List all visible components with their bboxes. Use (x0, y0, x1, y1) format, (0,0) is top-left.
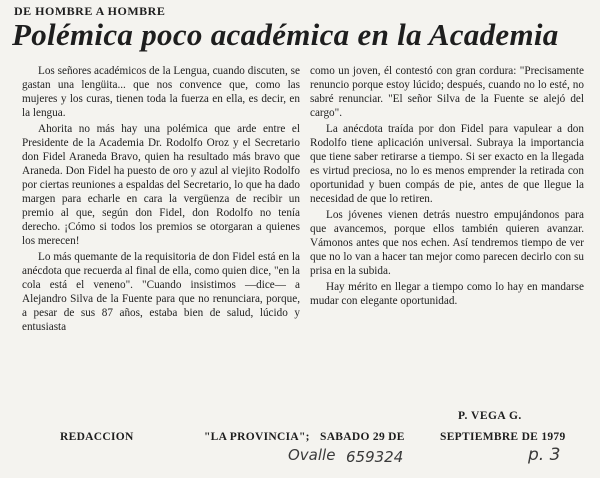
footer-date-part1: SABADO 29 DE (320, 431, 405, 443)
left-column (22, 64, 300, 334)
footer-date-part2: SEPTIEMBRE DE 1979 (440, 431, 566, 443)
paragraph-right-1: como un joven, él contestó con gran cordura: "Precisamente renuncio porque estoy lúcido; después, cuando no lo esté, no sabré renunciar. "El señor Silva de la Fuente se alejó del cargo". (310, 65, 584, 119)
section-kicker: DE HOMBRE A HOMBRE (14, 4, 166, 18)
handwritten-page: p. 3 (528, 445, 561, 465)
paragraph-right-3: Los jóvenes vienen detrás nuestro empujándonos para que avancemos, porque ellos también quieren avanzar. Vámonos antes que nos echen. Así tendremos tiempo de ver que no lo van a hacer tan mejor como parecen decirlo con su prisa en la subida. (310, 209, 584, 277)
article-headline: Polémica poco académica en la Academia (12, 17, 559, 52)
paragraph-left-2: Ahorita no más hay una polémica que arde entre el Presidente de la Academia Dr. Rodolfo Oroz y el Secretario don Fidel Araneda Bravo, quien ha resultado más bravo que Araneda. Don Fidel ha puesto de oro y azul al viejito Rodolfo por ciertas reuniones a espaldas del Secretario, lo que ha dado margen para echarle en cara la vergüenza de recibir un premio al que, según don Fidel, don Rodolfo no tenía derecho. ¡Cómo si todos los premios se otorgaran a quienes los merecen! (22, 123, 300, 247)
handwritten-place: Ovalle (288, 446, 336, 464)
paragraph-left-3: Lo más quemante de la requisitoria de don Fidel está en la anécdota que recuerda al final de ella, como quien dice, "en la cola está el veneno". "Cuando insistimos —dice— a Alejandro Silva de la Fuente para que no renunciara, porque, a pesar de sus 87 años, estaba bien de salud, lúcido y entusiasta (22, 251, 300, 333)
paragraph-right-2: La anécdota traída por don Fidel para vapulear a don Rodolfo tiene aplicación universal. Subraya la importancia que tiene saber retirarse a tiempo. Si ser exacto en la llegada es virtud preciosa, no lo es menos emprender la retirada con oportunidad y buen compás de pie, antes de que llegue la necesidad de que lo retiren. (310, 123, 584, 205)
paragraph-left-1: Los señores académicos de la Lengua, cuando discuten, se gastan una lengüita... que nos convence que, como las mujeres y los curas, tienen toda la fuerza en ella, es decir, en la lengua. (22, 65, 300, 119)
footer-section: REDACCION (60, 431, 134, 443)
right-column (310, 64, 584, 308)
author-signature: P. VEGA G. (458, 410, 522, 422)
footer-publication: "LA PROVINCIA"; (204, 431, 310, 443)
handwritten-catalog-number: 659324 (346, 448, 404, 466)
paragraph-right-4: Hay mérito en llegar a tiempo como lo hay en mandarse mudar con elegante oportunidad. (310, 281, 584, 307)
